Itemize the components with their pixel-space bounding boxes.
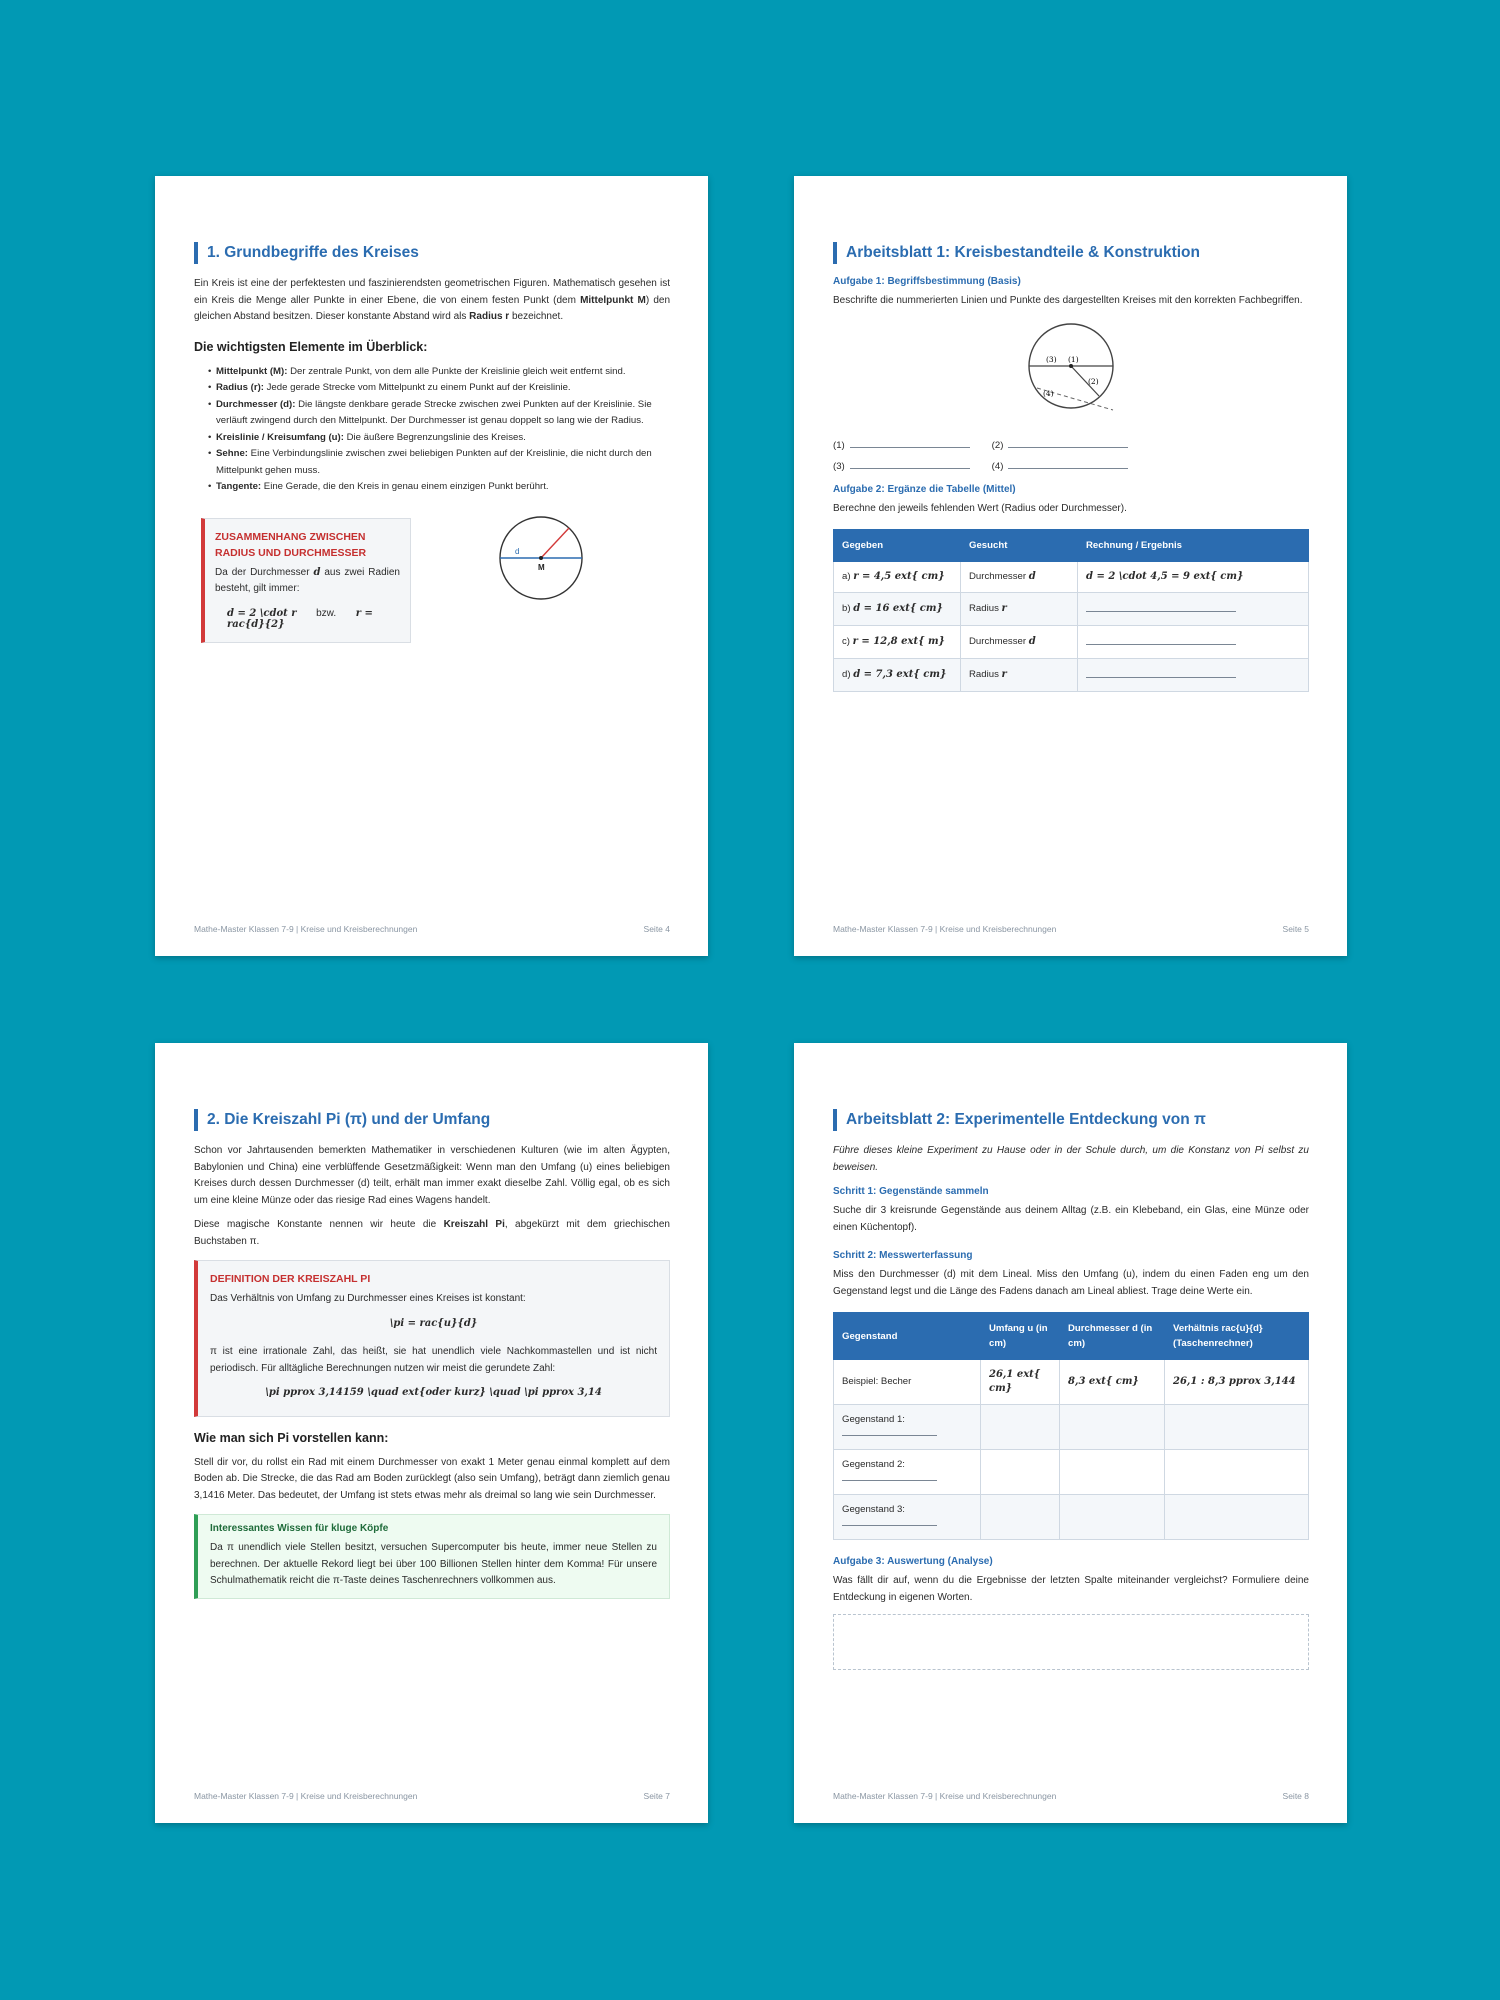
elements-list (208, 364, 670, 496)
relation-box-text: Da der Durchmesser d aus zwei Radien besteht, gilt immer: (215, 566, 400, 594)
table-row: Gegenstand 1: (834, 1405, 1309, 1450)
column-header: Durchmesser d (in cm) (1060, 1313, 1165, 1360)
fun-fact-text: Da π unendlich viele Stellen besitzt, versuchen Supercomputer bis heute, immer neue Stellen zu berechnen. Der aktuelle Rekord liegt bei über 100 Billionen Stellen hinter dem Komma! Für unsere Schulmathematik reicht die π-Taste deines Taschenrechners vollkommen aus. (210, 1542, 657, 1586)
definition-box (194, 1260, 670, 1417)
definition-formula: \pi = rac{u}{d} (389, 1317, 478, 1329)
task-3-text: Was fällt dir auf, wenn du die Ergebnisse der letzten Spalte miteinander vergleichst? Formuliere deine Entdeckung in eigenen Worten. (833, 1575, 1309, 1603)
page-footer: Mathe-Master Klassen 7-9 | Kreise und Kreisberechnungen Seite 7 (194, 1791, 670, 1801)
step-1-text: Suche dir 3 kreisrunde Gegenstände aus deinem Alltag (z.B. ein Klebeband, ein Glas, eine Münze oder einen Küchentopf). (833, 1205, 1309, 1233)
section-title: 1. Grundbegriffe des Kreises (194, 242, 670, 264)
task-1-title: Aufgabe 1: Begriffsbestimmung (Basis) (833, 276, 1021, 287)
label-3: (3) (1046, 354, 1057, 364)
definition-title: DEFINITION DER KREISZAHL PI (210, 1273, 371, 1285)
step-2-text: Miss den Durchmesser (d) mit dem Lineal. Miss den Umfang (u), indem du einen Faden eng um den Gegenstand legst und die Länge des Fadens danach am Lineal abliest. Trage deine Werte ein. (833, 1269, 1309, 1297)
list-item: • Tangente: Eine Gerade, die den Kreis in genau einem einzigen Punkt berührt. (208, 479, 670, 496)
input-cell[interactable] (1060, 1405, 1165, 1450)
result-blank[interactable] (1086, 634, 1236, 645)
elements-heading: Die wichtigsten Elemente im Überblick: (194, 339, 428, 354)
constant-paragraph: Diese magische Konstante nennen wir heute die Kreiszahl Pi, abgekürzt mit dem griechischen Buchstaben π. (194, 1219, 670, 1247)
page-footer: Mathe-Master Klassen 7-9 | Kreise und Kreisberechnungen Seite 4 (194, 924, 670, 934)
table-row: Beispiel: Becher 26,1 ext{ cm} 8,3 ext{ cm} 26,1 : 8,3 pprox 3,144 (834, 1360, 1309, 1405)
result-blank[interactable] (1086, 667, 1236, 678)
table-row: c) r = 12,8 ext{ m} Durchmesser d (834, 626, 1309, 659)
answer-row: (1) (2) (833, 438, 1309, 451)
input-cell[interactable] (1165, 1405, 1309, 1450)
answer-line[interactable] (850, 438, 970, 448)
table-row: b) d = 16 ext{ cm} Radius r (834, 593, 1309, 626)
worksheet-title: Arbeitsblatt 1: Kreisbestandteile & Konstruktion (833, 242, 1309, 264)
page-5 (794, 176, 1347, 956)
input-cell[interactable] (1165, 1450, 1309, 1495)
calc-table (833, 529, 1309, 692)
input-cell[interactable] (1060, 1495, 1165, 1540)
column-header: Gegeben (834, 530, 961, 562)
intro-paragraph: Ein Kreis ist eine der perfektesten und faszinierendsten geometrischen Figuren. Mathematisch gesehen ist ein Kreis die Menge aller Punkte in einer Ebene, die von einem festen Punkt (dem Mittelpunkt M) den gleichen Abstand besitzen. Dieser konstante Abstand wird als Radius r bezeichnet. (194, 278, 671, 322)
fun-fact-box (194, 1514, 670, 1599)
page-8 (794, 1043, 1347, 1823)
column-header: Verhältnis rac{u}{d} (Taschenrechner) (1165, 1313, 1309, 1360)
label-2: (2) (1088, 376, 1099, 386)
fun-fact-title: Interessantes Wissen für kluge Köpfe (210, 1523, 389, 1534)
list-item: • Mittelpunkt (M): Der zentrale Punkt, von dem alle Punkte der Kreislinie gleich weit entfernt sind. (208, 364, 670, 381)
page-footer: Mathe-Master Klassen 7-9 | Kreise und Kreisberechnungen Seite 5 (833, 924, 1309, 934)
input-cell[interactable] (981, 1495, 1060, 1540)
list-item: • Kreislinie / Kreisumfang (u): Die äußere Begrenzungslinie des Kreises. (208, 430, 670, 447)
page-7 (155, 1043, 708, 1823)
table-row: Gegenstand 2: (834, 1450, 1309, 1495)
column-header: Rechnung / Ergebnis (1078, 530, 1309, 562)
answer-line[interactable] (1008, 438, 1128, 448)
name-blank[interactable] (842, 1517, 937, 1526)
worksheet-title: Arbeitsblatt 2: Experimentelle Entdeckung von π (833, 1109, 1309, 1131)
input-cell[interactable] (1165, 1495, 1309, 1540)
circle-diagram (481, 512, 601, 612)
list-item: • Radius (r): Jede gerade Strecke vom Mittelpunkt zu einem Punkt auf der Kreislinie. (208, 380, 670, 397)
relation-box-title: ZUSAMMENHANG ZWISCHEN RADIUS UND DURCHMESSER (215, 530, 367, 559)
page-footer: Mathe-Master Klassen 7-9 | Kreise und Kreisberechnungen Seite 8 (833, 1791, 1309, 1801)
answer-row: (3) (4) (833, 459, 1309, 472)
section-title: 2. Die Kreiszahl Pi (π) und der Umfang (194, 1109, 670, 1131)
name-blank[interactable] (842, 1427, 937, 1436)
imagine-heading: Wie man sich Pi vorstellen kann: (194, 1430, 389, 1445)
table-row: Gegenstand 3: (834, 1495, 1309, 1540)
column-header: Gesucht (961, 530, 1078, 562)
task-2-text: Berechne den jeweils fehlenden Wert (Radius oder Durchmesser). (833, 502, 1127, 514)
input-cell[interactable] (1060, 1450, 1165, 1495)
diameter-label: d (515, 546, 520, 556)
list-item: • Sehne: Eine Verbindungslinie zwischen zwei beliebigen Punkten auf der Kreislinie, die nicht durch den Mittelpunkt gehen muss. (208, 446, 670, 479)
definition-text: Das Verhältnis von Umfang zu Durchmesser eines Kreises ist konstant: (210, 1293, 526, 1304)
input-cell[interactable] (981, 1450, 1060, 1495)
imagine-paragraph: Stell dir vor, du rollst ein Rad mit einem Durchmesser von exakt 1 Meter genau einmal komplett auf dem Boden ab. Die Strecke, die das Rad am Boden zurücklegt (also sein Umfang), beträgt dann ziemlich genau 3,1416 Meter. Das bedeutet, der Umfang ist stets etwas mehr als dreimal so lang wie sein Durchmesser. (194, 1456, 670, 1501)
step-2-title: Schritt 2: Messwerterfassung (833, 1250, 973, 1261)
measurement-table (833, 1312, 1309, 1540)
task-1-text: Beschrifte die nummerierten Linien und Punkte des dargestellten Kreises mit den korrekten Fachbegriffen. (833, 295, 1303, 306)
history-paragraph: Schon vor Jahrtausenden bemerkten Mathematiker in verschiedenen Kulturen (wie im alten Ägypten, Babylonien und China) eine verblüffende Gesetzmäßigkeit: Wenn man den Umfang (u) eines beliebigen Kreises durch dessen Durchmesser (d) teilt, erhält man immer exakt dieselbe Zahl. Völlig egal, ob es sich um eine kleine Münze oder das riesige Rad eines Wagens handelt. (194, 1145, 670, 1206)
approx-formula: \pi pprox 3,14159 \quad ext{oder kurz} \quad \pi pprox 3,14 (265, 1387, 602, 1398)
relation-box (201, 518, 411, 643)
list-item: • Durchmesser (d): Die längste denkbare gerade Strecke zwischen zwei Punkten auf der Kreislinie. Sie verläuft zwingend durch den Mittelpunkt. Der Durchmesser ist genau doppelt so lang wie der Radius. (208, 397, 670, 430)
answer-box[interactable] (833, 1614, 1309, 1670)
task-2-title: Aufgabe 2: Ergänze die Tabelle (Mittel) (833, 483, 1016, 495)
label-4: (4) (1043, 388, 1054, 398)
intro-text: Führe dieses kleine Experiment zu Hause oder in der Schule durch, um die Konstanz von Pi selbst zu beweisen. (833, 1145, 1309, 1173)
result-blank[interactable] (1086, 601, 1236, 612)
step-1-title: Schritt 1: Gegenstände sammeln (833, 1186, 989, 1197)
definition-text-2: π ist eine irrationale Zahl, das heißt, sie hat unendlich viele Nachkommastellen und ist nicht periodisch. Für alltägliche Berechnungen nutzen wir meist die gerundete Zahl: (210, 1346, 657, 1374)
table-row: a) r = 4,5 ext{ cm} Durchmesser d d = 2 \cdot 4,5 = 9 ext{ cm} (834, 562, 1309, 593)
center-label: M (538, 562, 545, 572)
input-cell[interactable] (981, 1405, 1060, 1450)
numbered-circle-diagram (833, 318, 1309, 426)
label-1: (1) (1068, 354, 1079, 364)
column-header: Umfang u (in cm) (981, 1313, 1060, 1360)
column-header: Gegenstand (834, 1313, 981, 1360)
table-row: d) d = 7,3 ext{ cm} Radius r (834, 659, 1309, 692)
relation-formula: d = 2 \cdot r bzw. r = rac{d}{2} (227, 607, 373, 630)
answer-line[interactable] (1008, 459, 1128, 469)
task-3-title: Aufgabe 3: Auswertung (Analyse) (833, 1556, 993, 1567)
name-blank[interactable] (842, 1472, 937, 1481)
answer-line[interactable] (850, 459, 970, 469)
page-4 (155, 176, 708, 956)
